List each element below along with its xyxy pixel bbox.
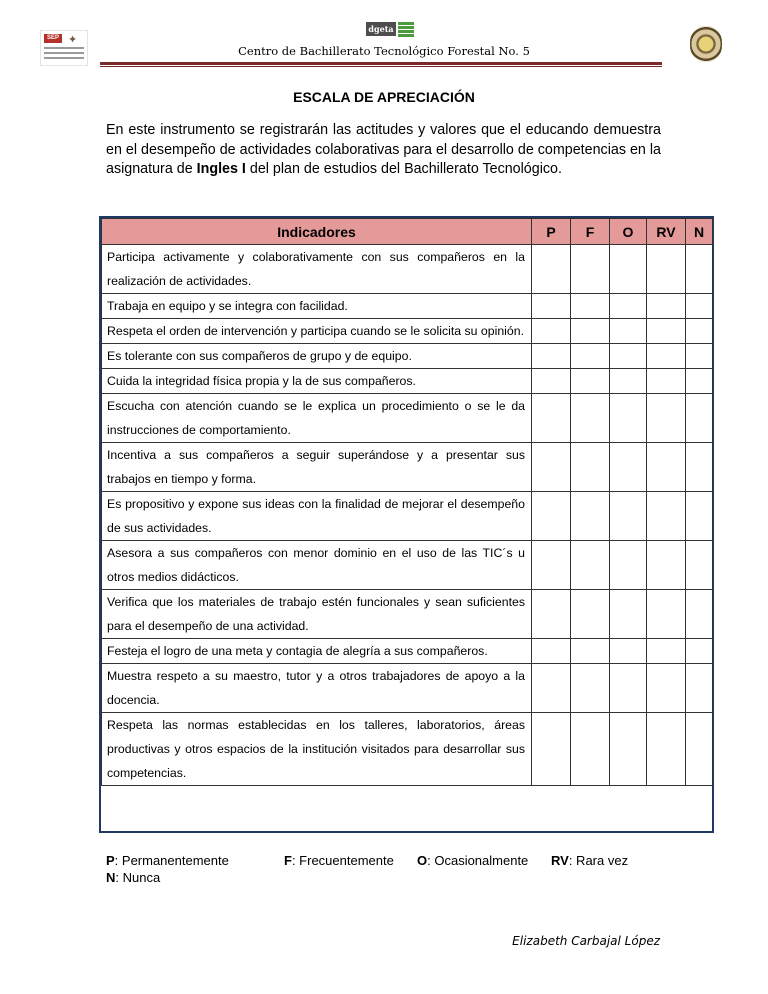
intro-paragraph [106,121,661,180]
dgeta-logo-label: dgeta [366,22,396,36]
rating-cell-f[interactable] [571,713,610,786]
header-f: F [571,219,610,245]
header-rv: RV [647,219,686,245]
rating-cell-p[interactable] [532,590,571,639]
evaluation-table-frame [99,216,714,833]
rating-cell-p[interactable] [532,639,571,664]
intro-subject: Ingles I [196,161,246,177]
rating-cell-n[interactable] [686,664,713,713]
rating-cell-f[interactable] [571,344,610,369]
rating-cell-p[interactable] [532,492,571,541]
rating-cell-p[interactable] [532,344,571,369]
document-title: ESCALA DE APRECIACIÓN [293,89,475,105]
rating-cell-rv[interactable] [647,369,686,394]
rating-cell-n[interactable] [686,394,713,443]
legend-item-o [417,852,528,869]
rating-cell-rv[interactable] [647,664,686,713]
indicator-cell: Escucha con atención cuando se le explica un procedimiento o se le da instrucciones de comportamiento. [102,394,532,443]
rating-cell-n[interactable] [686,245,713,294]
table-row [102,294,713,319]
rating-cell-n[interactable] [686,294,713,319]
rating-cell-p[interactable] [532,369,571,394]
rating-cell-p[interactable] [532,245,571,294]
rating-cell-o[interactable] [610,590,647,639]
rating-cell-f[interactable] [571,590,610,639]
rating-cell-o[interactable] [610,394,647,443]
rating-cell-o[interactable] [610,492,647,541]
dgeta-logo [366,20,414,40]
rating-cell-n[interactable] [686,541,713,590]
indicator-cell: Es propositivo y expone sus ideas con la finalidad de mejorar el desempeño de sus actividades. [102,492,532,541]
legend-item-rv [551,852,628,869]
header-o: O [610,219,647,245]
legend-key: F [284,853,292,868]
rating-cell-p[interactable] [532,319,571,344]
table-row [102,344,713,369]
rating-cell-n[interactable] [686,443,713,492]
rating-cell-rv[interactable] [647,394,686,443]
rating-cell-n[interactable] [686,319,713,344]
school-seal-logo [688,22,724,66]
rating-cell-rv[interactable] [647,319,686,344]
rating-cell-f[interactable] [571,394,610,443]
legend-text: : Ocasionalmente [427,853,529,868]
rating-cell-p[interactable] [532,294,571,319]
header-n: N [686,219,713,245]
rating-cell-f[interactable] [571,443,610,492]
table-row [102,245,713,294]
indicator-cell: Incentiva a sus compañeros a seguir superándose y a presentar sus trabajos en tiempo y forma. [102,443,532,492]
rating-cell-o[interactable] [610,541,647,590]
legend-item-p [106,852,229,869]
sep-badge: SEP [44,34,62,43]
header-p: P [532,219,571,245]
rating-cell-p[interactable] [532,443,571,492]
rating-cell-n[interactable] [686,369,713,394]
table-row [102,590,713,639]
legend-key: N [106,870,116,885]
rating-cell-p[interactable] [532,541,571,590]
indicator-cell: Cuida la integridad física propia y la de sus compañeros. [102,369,532,394]
rating-cell-f[interactable] [571,319,610,344]
legend-text: : Nunca [115,870,161,885]
rating-cell-f[interactable] [571,541,610,590]
table-row [102,394,713,443]
header-indicadores: Indicadores [102,219,532,245]
rating-cell-o[interactable] [610,713,647,786]
legend-key: RV [551,853,569,868]
rating-cell-f[interactable] [571,492,610,541]
indicator-cell: Participa activamente y colaborativamente con sus compañeros en la realización de actividades. [102,245,532,294]
intro-text-before: En este instrumento se registrarán las actitudes y valores que el educando demuestra en el desempeño de actividades colaborativas para el desarrollo de competencias en la asignatura de [106,122,661,177]
header-school-name: Centro de Bachillerato Tecnológico Forestal No. 5 [238,44,530,58]
indicator-cell: Respeta el orden de intervención y participa cuando se le solicita su opinión. [102,319,532,344]
legend-key: P [106,853,115,868]
indicator-cell: Asesora a sus compañeros con menor dominio en el uso de las TIC´s u otros medios didácticos. [102,541,532,590]
rating-cell-rv[interactable] [647,344,686,369]
rating-cell-rv[interactable] [647,245,686,294]
table-row [102,443,713,492]
intro-text-after: del plan de estudios del Bachillerato Tecnológico. [245,161,562,177]
rating-cell-o[interactable] [610,319,647,344]
rating-cell-p[interactable] [532,664,571,713]
rating-cell-o[interactable] [610,245,647,294]
table-row [102,713,713,786]
rating-cell-o[interactable] [610,344,647,369]
indicator-cell: Respeta las normas establecidas en los talleres, laboratorios, áreas productivas y otros espacios de la institución visitados para desarrollar sus competencias. [102,713,532,786]
rating-cell-rv[interactable] [647,713,686,786]
footer-author: Elizabeth Carbajal López [512,934,660,948]
rating-cell-rv[interactable] [647,541,686,590]
table-row [102,369,713,394]
table-row [102,541,713,590]
rating-cell-f[interactable] [571,294,610,319]
indicator-cell: Verifica que los materiales de trabajo estén funcionales y sean suficientes para el desempeño de una actividad. [102,590,532,639]
dgeta-stripes-icon [398,22,414,38]
table-header-row [102,219,713,245]
rating-cell-f[interactable] [571,664,610,713]
rating-cell-n[interactable] [686,713,713,786]
indicator-cell: Muestra respeto a su maestro, tutor y a otros trabajadores de apoyo a la docencia. [102,664,532,713]
rating-cell-rv[interactable] [647,492,686,541]
eagle-icon: ✦ [68,34,78,46]
table-row [102,664,713,713]
evaluation-table [101,218,713,786]
indicator-cell: Festeja el logro de una meta y contagia de alegría a sus compañeros. [102,639,532,664]
legend-text: : Permanentemente [114,853,229,868]
rating-cell-o[interactable] [610,639,647,664]
rating-cell-n[interactable] [686,590,713,639]
legend-key: O [417,853,428,868]
table-row [102,639,713,664]
rating-cell-o[interactable] [610,664,647,713]
rating-cell-rv[interactable] [647,443,686,492]
table-row [102,492,713,541]
indicator-cell: Trabaja en equipo y se integra con facilidad. [102,294,532,319]
rating-cell-p[interactable] [532,713,571,786]
legend-item-n [106,869,160,886]
table-row [102,319,713,344]
rating-cell-o[interactable] [610,369,647,394]
rating-cell-o[interactable] [610,294,647,319]
rating-cell-f[interactable] [571,369,610,394]
seal-icon [690,26,722,62]
rating-cell-n[interactable] [686,639,713,664]
rating-cell-rv[interactable] [647,639,686,664]
legend-text: : Rara vez [568,853,629,868]
legend-item-f [284,852,394,869]
header-rule [100,62,662,65]
rating-cell-n[interactable] [686,492,713,541]
rating-cell-o[interactable] [610,443,647,492]
header-rule-thin [100,66,662,67]
rating-cell-rv[interactable] [647,590,686,639]
rating-cell-f[interactable] [571,639,610,664]
indicator-cell: Es tolerante con sus compañeros de grupo y de equipo. [102,344,532,369]
rating-cell-n[interactable] [686,344,713,369]
legend-text: : Frecuentemente [291,853,394,868]
rating-cell-p[interactable] [532,394,571,443]
rating-cell-f[interactable] [571,245,610,294]
rating-cell-rv[interactable] [647,294,686,319]
